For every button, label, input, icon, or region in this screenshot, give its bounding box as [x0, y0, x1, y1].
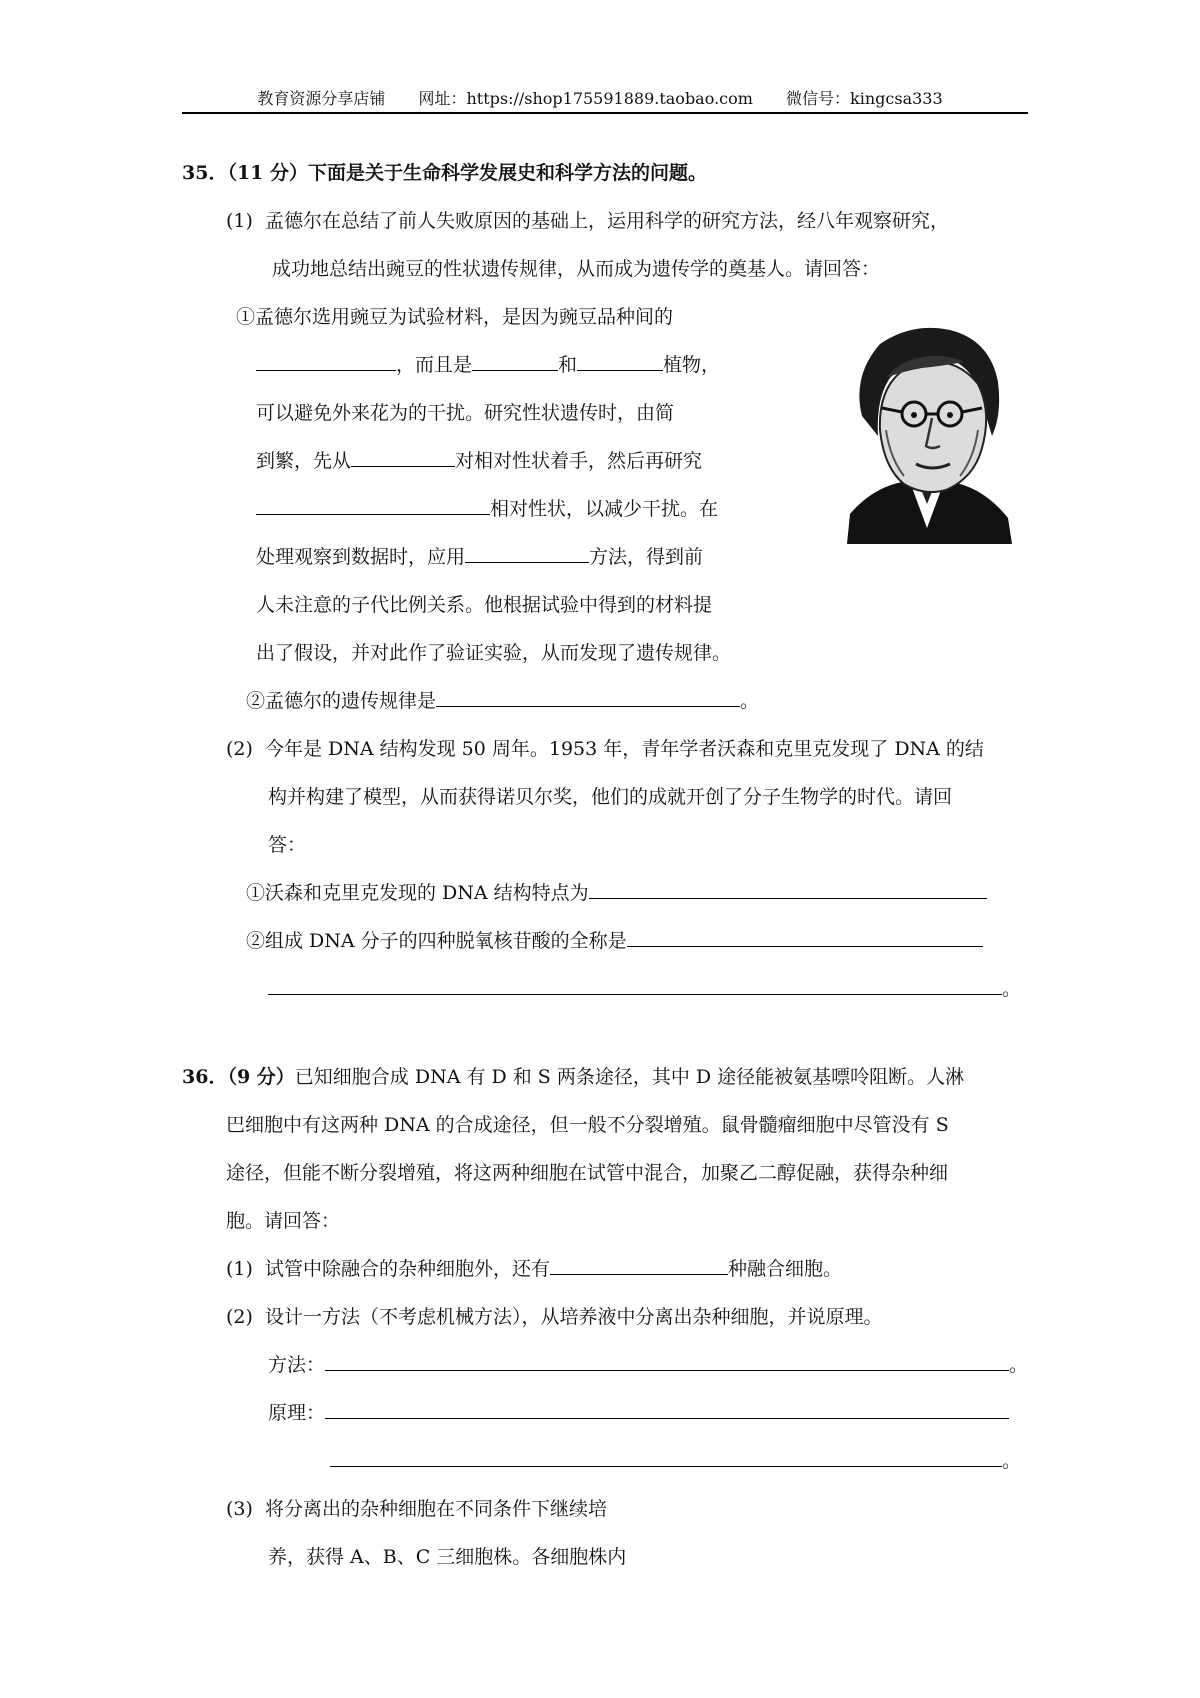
q36-part1-text-b: 种融合细胞。 — [727, 1258, 842, 1280]
q35-part2-text1: 今年是 DNA 结构发现 50 周年。1953 年，青年学者沃森和克里克发现了 DNA 的结 — [264, 738, 984, 760]
q36-part2-number: (2) — [226, 1306, 253, 1328]
q35-s1-line4-b: 对相对性状着手，然后再研究 — [455, 450, 703, 472]
q35-s1-line3: 可以避免外来花为的干扰。研究性状遗传时，由简 — [256, 402, 675, 424]
q35-s1-line2-a: ，而且是 — [396, 354, 473, 376]
answer-blank-method-line[interactable] — [325, 1352, 1009, 1371]
q36-line3: 途径，但能不断分裂增殖，将这两种细胞在试管中混合，加聚乙二醇促融，获得杂种细 — [226, 1162, 949, 1184]
answer-blank-principle-line1[interactable] — [325, 1400, 1009, 1419]
q35-s1-line1: ①孟德尔选用豌豆为试验材料，是因为豌豆品种间的 — [236, 306, 674, 328]
q36-method-label: 方法： — [268, 1354, 326, 1376]
q35-part1-text1: 孟德尔在总结了前人失败原因的基础上，运用科学的研究方法，经八年观察研究， — [264, 210, 949, 232]
q35-part2-line3: 答： — [268, 834, 307, 856]
q35-s1-line7: 人未注意的子代比例关系。他根据试验中得到的材料提 — [256, 594, 713, 616]
q35-s1-line5 — [256, 494, 718, 521]
answer-blank-pollination-2[interactable] — [577, 352, 663, 371]
q36-part1-line — [226, 1254, 842, 1281]
q36-method-end: 。 — [1009, 1354, 1029, 1376]
q35-heading — [182, 158, 707, 185]
q35-s2-line — [246, 686, 759, 713]
q36-number: 36． — [182, 1066, 228, 1088]
header-url: 网址：https://shop175591889.taobao.com — [418, 89, 753, 108]
q35-number: 35． — [182, 162, 228, 184]
answer-blank-method[interactable] — [465, 544, 589, 563]
q35-part2-number: (2) — [226, 738, 253, 760]
q36-text1: 已知细胞合成 DNA 有 D 和 S 两条途径，其中 D 途径能被氨基嘌呤阻断。人淋 — [294, 1066, 965, 1088]
q35-s1-line6-a: 处理观察到数据时，应用 — [256, 546, 466, 568]
q35-d2-end: 。 — [1002, 978, 1022, 1000]
q35-d1-line — [246, 878, 987, 905]
answer-blank-variety-trait[interactable] — [256, 352, 396, 371]
q35-s1-line6-b: 方法，得到前 — [589, 546, 704, 568]
q35-s1-line6 — [256, 542, 703, 569]
header-divider — [182, 112, 1028, 114]
q35-s1-line2-b: 和 — [558, 354, 578, 376]
q35-part2-line2: 构并构建了模型，从而获得诺贝尔奖，他们的成就开创了分子生物学的时代。请回 — [268, 786, 953, 808]
q35-part1-line2: 成功地总结出豌豆的性状遗传规律，从而成为遗传学的奠基人。请回答： — [272, 258, 881, 280]
q35-d2-text: ②组成 DNA 分子的四种脱氧核苷酸的全称是 — [246, 930, 627, 952]
q36-part1-number: (1) — [226, 1258, 253, 1280]
answer-blank-nucleotides-cont[interactable] — [268, 976, 1002, 995]
q35-s1-line4-a: 到繁，先从 — [256, 450, 352, 472]
q36-principle-continuation — [330, 1446, 1021, 1473]
header-wechat: 微信号：kingcsa333 — [786, 89, 943, 108]
q36-part3-number: (3) — [226, 1498, 253, 1520]
q36-line2: 巴细胞中有这两种 DNA 的合成途径，但一般不分裂增殖。鼠骨髓瘤细胞中尽管没有 S — [226, 1114, 949, 1136]
q35-s1-line4 — [256, 446, 702, 473]
header-shop: 教育资源分享店铺 — [257, 89, 386, 108]
answer-blank-genetic-law[interactable] — [436, 688, 740, 707]
q36-part1-text-a: 试管中除融合的杂种细胞外，还有 — [264, 1258, 550, 1280]
answer-blank-pollination-1[interactable] — [472, 352, 558, 371]
answer-blank-trait-count[interactable] — [351, 448, 455, 467]
answer-blank-dna-structure[interactable] — [589, 880, 987, 899]
q35-part1-number: (1) — [226, 210, 253, 232]
q35-s1-line8: 出了假设，并对此作了验证实验，从而发现了遗传规律。 — [256, 642, 732, 664]
q36-part3-text1: 将分离出的杂种细胞在不同条件下继续培 — [264, 1498, 607, 1520]
q36-part3-line2: 养，获得 A、B、C 三细胞株。各细胞株内 — [268, 1546, 627, 1568]
page-header — [0, 86, 1200, 109]
q36-score: （9 分） — [227, 1066, 295, 1088]
q36-line1 — [182, 1062, 964, 1089]
q36-part3-line1 — [226, 1494, 607, 1521]
q36-principle-line — [268, 1398, 1009, 1425]
q35-s1-line2-c: 植物， — [663, 354, 721, 376]
q35-s2-end: 。 — [740, 690, 760, 712]
q35-part1-line1 — [226, 206, 949, 233]
q35-title: 下面是关于生命科学发展史和科学方法的问题。 — [308, 162, 708, 184]
q35-s2-text: ②孟德尔的遗传规律是 — [246, 690, 437, 712]
q35-s1-line5-text: 相对性状，以减少干扰。在 — [490, 498, 719, 520]
mendel-portrait-image — [842, 318, 1012, 544]
answer-blank-nucleotides[interactable] — [627, 928, 983, 947]
q35-score: （11 分） — [227, 162, 309, 184]
q35-d2-continuation — [268, 974, 1021, 1001]
q35-s1-line2 — [256, 350, 720, 377]
answer-blank-fusion-types[interactable] — [550, 1256, 728, 1275]
q35-d1-text: ①沃森和克里克发现的 DNA 结构特点为 — [246, 882, 589, 904]
q35-d2-line — [246, 926, 983, 953]
q36-line4: 胞。请回答： — [226, 1210, 341, 1232]
q36-method-line — [268, 1350, 1028, 1377]
q36-part2-line — [226, 1302, 882, 1329]
answer-blank-multiple-traits[interactable] — [256, 496, 490, 515]
q36-part2-text: 设计一方法（不考虑机械方法），从培养液中分离出杂种细胞，并说原理。 — [264, 1306, 883, 1328]
q36-principle-label: 原理： — [268, 1402, 326, 1424]
answer-blank-principle-line2[interactable] — [330, 1448, 1002, 1467]
q35-part2-line1 — [226, 734, 984, 761]
q36-principle-end: 。 — [1002, 1450, 1022, 1472]
